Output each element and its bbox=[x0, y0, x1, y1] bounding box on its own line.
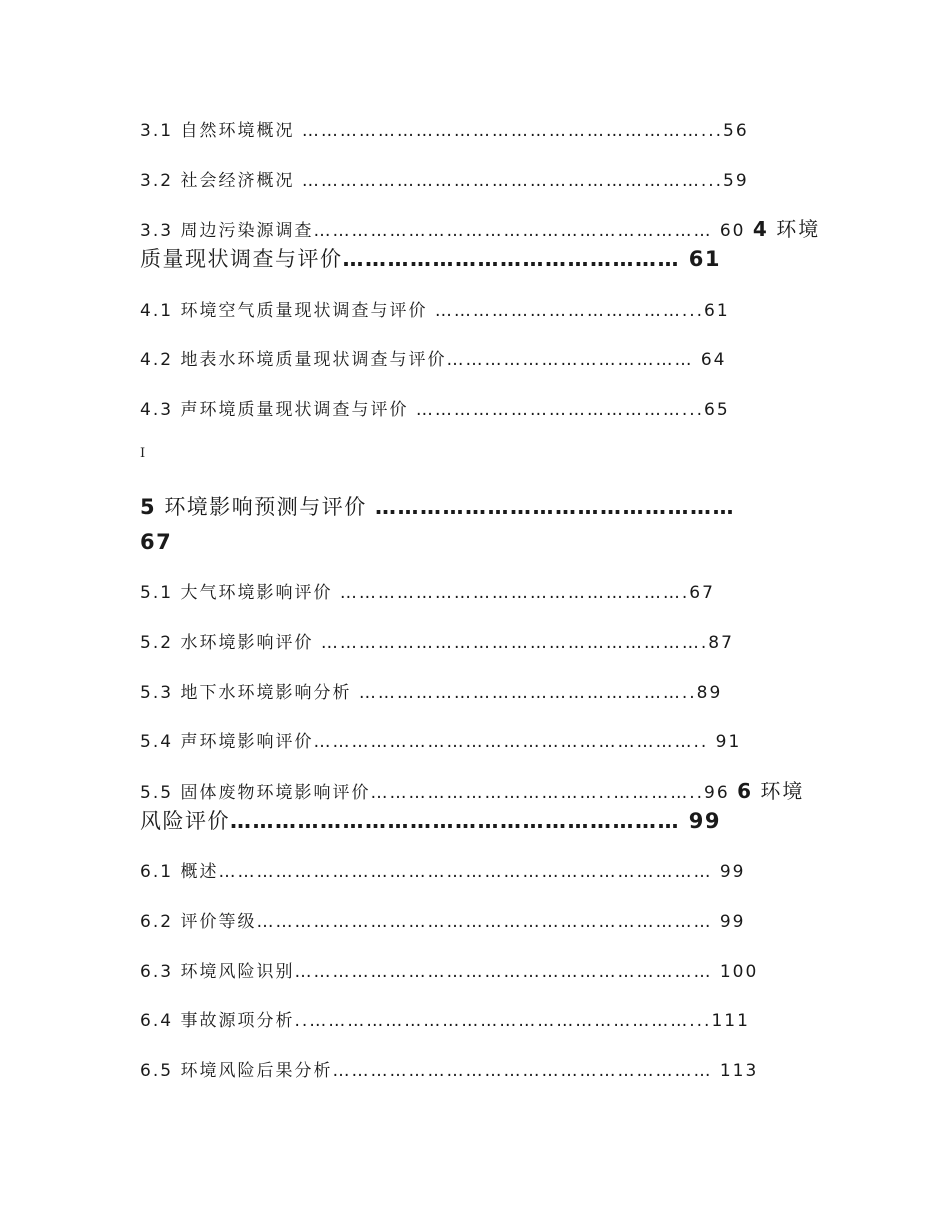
chapter-5-leader: ………………………………………… bbox=[375, 495, 735, 519]
toc-entry-4-1: 4.1 环境空气质量现状调查与评价 …………………………………...61 bbox=[140, 301, 730, 321]
page-marker: I bbox=[140, 446, 146, 461]
chapter-4-title-rest: 质量现状调查与评价 bbox=[140, 247, 343, 271]
chapter-5-page: 67 bbox=[140, 530, 173, 554]
toc-entry-3-2: 3.2 社会经济概况 ………………………………………………………...59 bbox=[140, 171, 749, 191]
toc-entry-5-2: 5.2 水环境影响评价 …………………………………………………….87 bbox=[140, 633, 734, 653]
chapter-4-page: ……………………………………… 61 bbox=[342, 247, 722, 271]
toc-entry-6-2: 6.2 评价等级……………………………………………………………… 99 bbox=[140, 912, 746, 932]
chapter-6-page: …………………………………………………… 99 bbox=[230, 809, 722, 833]
chapter-4-number: 4 bbox=[752, 217, 769, 241]
toc-entry-5-5-text: 5.5 固体废物环境影响评价………………………………..…………..96 bbox=[140, 783, 730, 803]
toc-entry-6-1: 6.1 概述…………………………………………………………………… 99 bbox=[140, 862, 746, 882]
toc-entry-3-1: 3.1 自然环境概况 ………………………………………………………...56 bbox=[140, 121, 749, 141]
toc-entry-5-4: 5.4 声环境影响评价…………………………………………………….. 91 bbox=[140, 732, 742, 752]
toc-entry-6-3: 6.3 环境风险识别………………………………………………………… 100 bbox=[140, 962, 759, 982]
toc-entry-6-5: 6.5 环境风险后果分析…………………………………………………… 113 bbox=[140, 1061, 759, 1081]
chapter-5-number: 5 bbox=[140, 495, 157, 519]
chapter-4-title-start: 环境 bbox=[776, 217, 821, 241]
toc-entry-4-2: 4.2 地表水环境质量现状调查与评价………………………………… 64 bbox=[140, 350, 727, 370]
chapter-6-title-start: 环境 bbox=[760, 779, 805, 803]
chapter-4-heading-continued bbox=[140, 244, 721, 274]
toc-entry-6-4: 6.4 事故源项分析..……………………………………………………...111 bbox=[140, 1011, 750, 1031]
chapter-6-heading-continued bbox=[140, 806, 721, 836]
chapter-5-heading bbox=[140, 492, 735, 522]
chapter-5-title: 环境影响预测与评价 bbox=[164, 495, 367, 519]
toc-entry-3-3 bbox=[140, 218, 820, 242]
toc-entry-5-1: 5.1 大气环境影响评价 ……………………………………………….67 bbox=[140, 583, 715, 603]
toc-entry-5-5 bbox=[140, 780, 804, 804]
toc-entry-3-3-text: 3.3 周边污染源调查……………………………………………………… 60 bbox=[140, 221, 746, 241]
chapter-6-number: 6 bbox=[737, 779, 754, 803]
chapter-6-title-rest: 风险评价 bbox=[140, 809, 230, 833]
toc-entry-5-3: 5.3 地下水环境影响分析 ……………………………………………..89 bbox=[140, 683, 723, 703]
toc-entry-4-3: 4.3 声环境质量现状调查与评价 ……………………………………...65 bbox=[140, 400, 730, 420]
